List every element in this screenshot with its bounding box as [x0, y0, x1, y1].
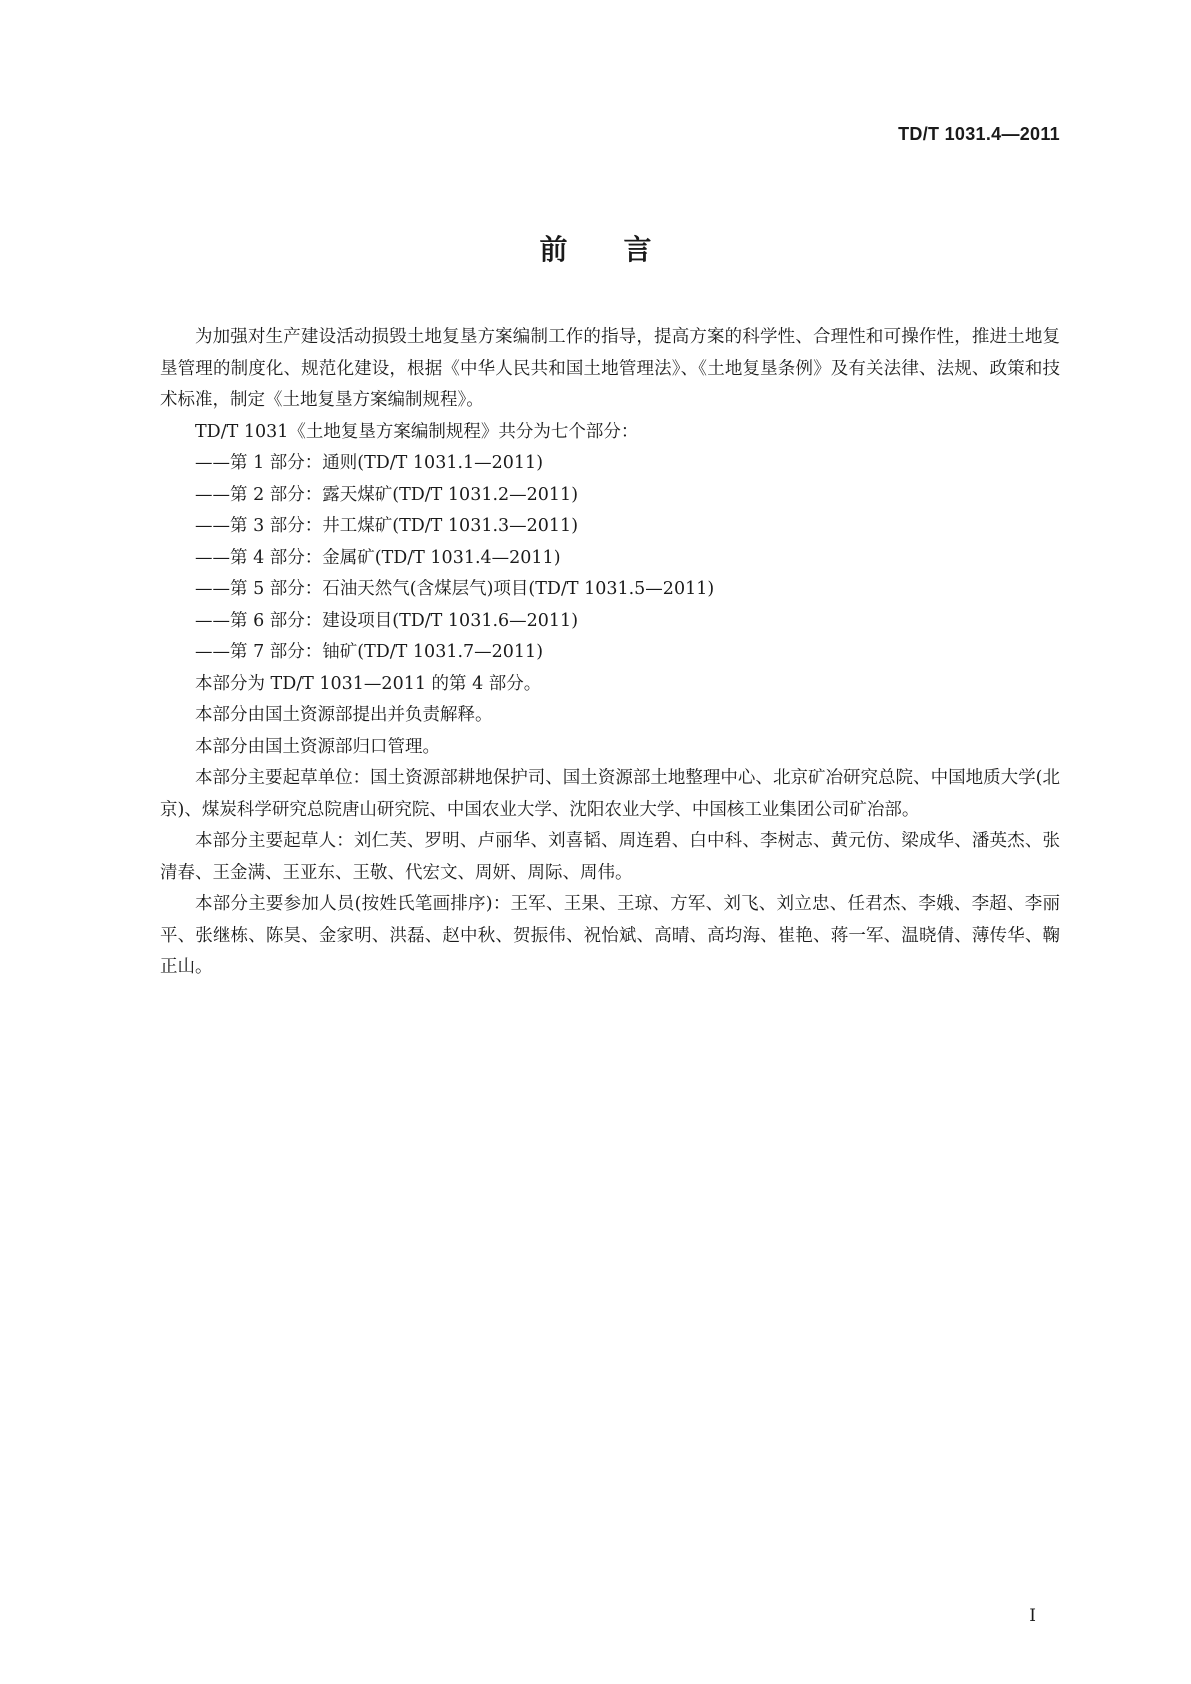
this-part-statement: 本部分为 TD/T 1031—2011 的第 4 部分。	[195, 673, 542, 694]
proposed-by-statement: 本部分由国土资源部提出并负责解释。	[195, 705, 493, 725]
drafters-paragraph: 本部分主要起草人：刘仁芙、罗明、卢丽华、刘喜韬、周连碧、白中科、李树志、黄元仿、梁成华、潘英杰、张清春、王金满、王亚东、王敬、代宏文、周妍、周际、周伟。	[160, 831, 1060, 883]
drafting-units-paragraph: 本部分主要起草单位：国土资源部耕地保护司、国土资源部土地整理中心、北京矿冶研究总院、中国地质大学(北京)、煤炭科学研究总院唐山研究院、中国农业大学、沈阳农业大学、中国核工业集团公司矿冶部。	[160, 768, 1060, 820]
foreword-body	[160, 322, 1060, 984]
list-item: ——第 5 部分：石油天然气(含煤层气)项目(TD/T 1031.5—2011)	[195, 579, 715, 599]
standard-code: TD/T 1031.4—2011	[898, 124, 1060, 144]
parts-intro: TD/T 1031《土地复垦方案编制规程》共分为七个部分：	[195, 421, 639, 442]
page-number: I	[1029, 1606, 1036, 1626]
intro-paragraph: 为加强对生产建设活动损毁土地复垦方案编制工作的指导，提高方案的科学性、合理性和可操作性，推进土地复垦管理的制度化、规范化建设，根据《中华人民共和国土地管理法》、《土地复垦条例》及有关法律、法规、政策和技术标准，制定《土地复垦方案编制规程》。	[160, 327, 1060, 410]
list-item: ——第 6 部分：建设项目(TD/T 1031.6—2011)	[195, 610, 579, 631]
title-char-2: 言	[623, 233, 652, 266]
list-item: ——第 1 部分：通则(TD/T 1031.1—2011)	[195, 453, 544, 473]
participants-paragraph: 本部分主要参加人员(按姓氏笔画排序)：王军、王果、王琼、方军、刘飞、刘立忠、任君杰、李娥、李超、李丽平、张继栋、陈昊、金家明、洪磊、赵中秋、贺振伟、祝怡斌、高晴、高均海、崔艳、蒋一军、温晓倩、薄传华、鞠正山。	[160, 894, 1060, 977]
list-item: ——第 3 部分：井工煤矿(TD/T 1031.3—2011)	[195, 516, 579, 536]
title-char-1: 前	[539, 233, 568, 266]
managed-by-statement: 本部分由国土资源部归口管理。	[195, 736, 440, 757]
list-item: ——第 7 部分：铀矿(TD/T 1031.7—2011)	[195, 642, 544, 662]
list-item: ——第 2 部分：露天煤矿(TD/T 1031.2—2011)	[195, 484, 579, 505]
page-title	[0, 228, 1191, 268]
list-item: ——第 4 部分：金属矿(TD/T 1031.4—2011)	[195, 547, 561, 568]
